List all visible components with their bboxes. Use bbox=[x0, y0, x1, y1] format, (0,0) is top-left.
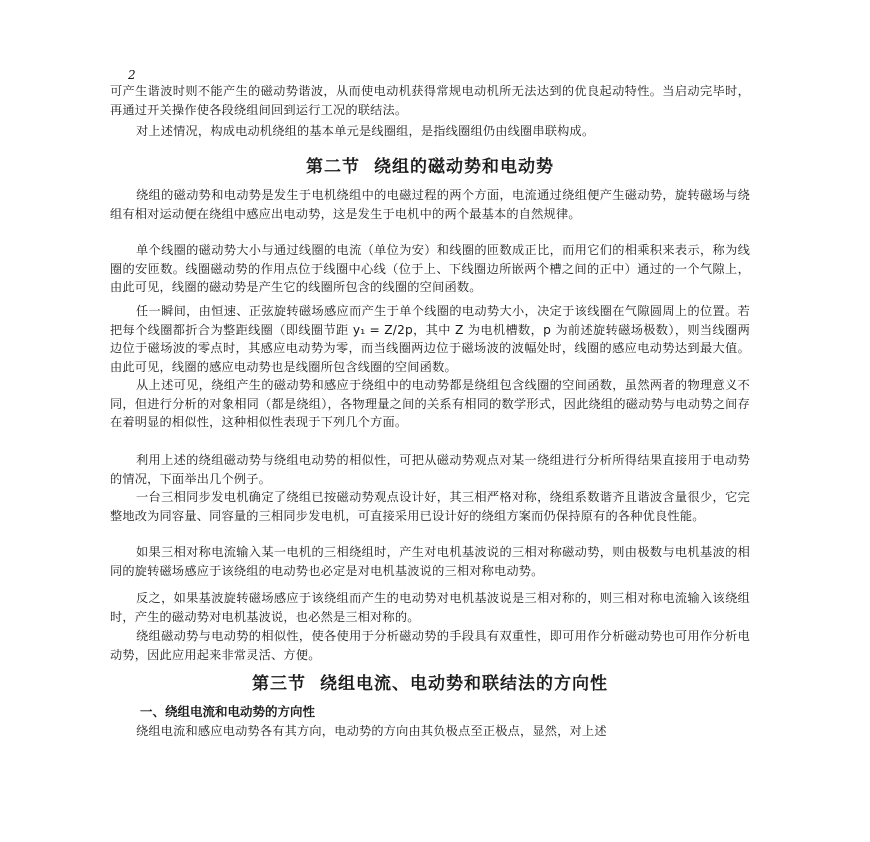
section-2-paragraph-9: 绕组磁动势与电动势的相似性，使各使用于分析磁动势的手段具有双重性，即可用作分析磁动势也可用作分析电动势，因此应用起来非常灵活、方便。 bbox=[110, 629, 750, 662]
section-2-heading bbox=[110, 152, 750, 177]
section-2-paragraph-5: 利用上述的绕组磁动势与绕组电动势的相似性，可把从磁动势观点对某一绕组进行分析所得结果直接用于电动势的情况，下面举出几个例子。 bbox=[110, 453, 750, 486]
section-2-paragraph-6: 一台三相同步发电机确定了绕组已按磁动势观点设计好，其三相严格对称，绕组系数谐齐且谐波含量很少，它完整地改为同容量、同容量的三相同步发电机，可直接采用已设计好的绕组方案而仍保持原有的各种优良性能。 bbox=[110, 490, 750, 523]
intro-paragraph-1: 可产生谐波时则不能产生的磁动势谐波，从而使电动机获得常规电动机所无法达到的优良起动特性。当启动完毕时，再通过开关操作使各段绕组间回到运行工况的联结法。 bbox=[110, 84, 750, 117]
section-2-paragraph-1: 绕组的磁动势和电动势是发生于电机绕组中的电磁过程的两个方面，电流通过绕组便产生磁动势，旋转磁场与绕组有相对运动便在绕组中感应出电动势，这是发生于电机中的两个最基本的自然规律。 bbox=[110, 188, 750, 221]
section-3-title: 绕组电流、电动势和联结法的方向性 bbox=[320, 674, 608, 694]
section-3-number: 第三节 bbox=[252, 674, 306, 694]
section-2-paragraph-7: 如果三相对称电流输入某一电机的三相绕组时，产生对电机基波说的三相对称磁动势，则由极数与电机基波的相同的旋转磁场感应于该绕组的电动势也必定是对电机基波说的三相对称电动势。 bbox=[110, 545, 750, 578]
section-2-paragraph-2: 单个线圈的磁动势大小与通过线圈的电流（单位为安）和线圈的匝数成正比，而用它们的相乘积来表示，称为线圈的安匝数。线圈磁动势的作用点位于线圈中心线（位于上、下线圈边所嵌两个槽之间的正中）通过的一个气隙上，由此可见，线圈的磁动势是产生它的线圈所包含的线圈的空间函数。 bbox=[110, 243, 750, 294]
section-3-heading bbox=[110, 669, 750, 694]
section-2-paragraph-8: 反之，如果基波旋转磁场感应于该绕组而产生的电动势对电机基波说是三相对称的，则三相对称电流输入该绕组时，产生的磁动势对电机基波说，也必然是三相对称的。 bbox=[110, 591, 750, 624]
section-2-title: 绕组的磁动势和电动势 bbox=[374, 157, 554, 177]
section-2-paragraph-4: 从上述可见，绕组产生的磁动势和感应于绕组中的电动势都是绕组包含线圈的空间函数，虽然两者的物理意义不同，但进行分析的对象相同（都是绕组），各物理量之间的关系有相同的数学形式，因此绕组的磁动势与电动势之间存在着明显的相似性，这种相似性表现于下列几个方面。 bbox=[110, 378, 750, 429]
page-number: 2 bbox=[128, 68, 136, 82]
section-3-subheading: 一、绕组电流和电动势的方向性 bbox=[140, 704, 316, 719]
section-2-number: 第二节 bbox=[306, 157, 360, 177]
intro-paragraph-2: 对上述情况，构成电动机绕组的基本单元是线圈组，是指线圈组仍由线圈串联构成。 bbox=[136, 124, 595, 138]
section-2-paragraph-3: 任一瞬间，由恒速、正弦旋转磁场感应而产生于单个线圈的电动势大小，决定于该线圈在气隙圆周上的位置。若把每个线圈都折合为整距线圈（即线圈节距 y₁ = Z/2p，其中 Z 为电机槽数，p 为前述旋转磁场极数），则当线圈两边位于磁场波的零点时，其感应电动势为零，而当线圈两边位于磁场波的波幅处时，线圈的感应电动势达到最大值。由此可见，线圈的感应电动势也是线圈所包含线圈的空间函数。 bbox=[110, 304, 750, 374]
section-3-paragraph-1: 绕组电流和感应电动势各有其方向，电动势的方向由其负极点至正极点，显然，对上述 bbox=[136, 724, 607, 738]
